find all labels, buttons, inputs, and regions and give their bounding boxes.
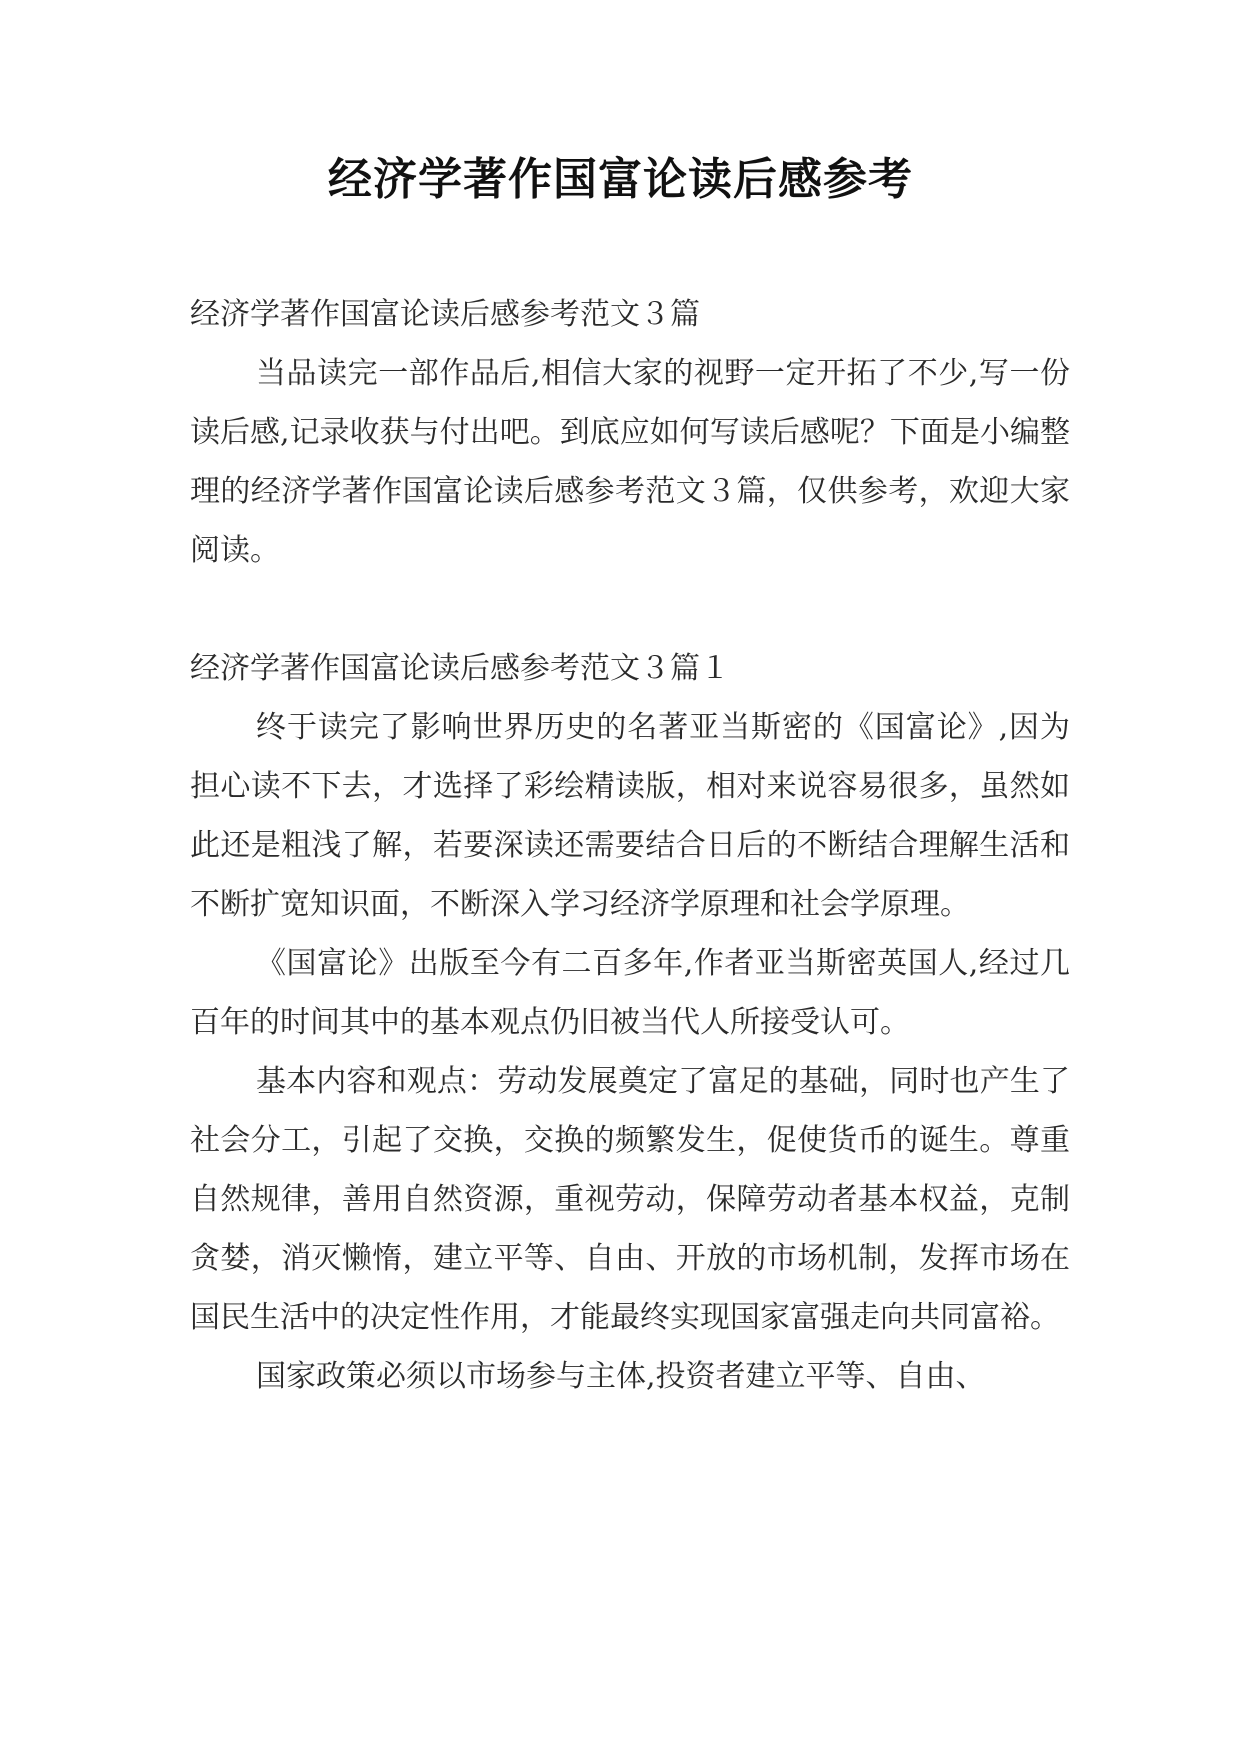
section-spacer bbox=[190, 580, 1070, 639]
section-1-paragraph: 终于读完了影响世界历史的名著亚当斯密的《国富论》,因为担心读不下去，才选择了彩绘精读版，相对来说容易很多，虽然如此还是粗浅了解，若要深读还需要结合日后的不断结合理解生活和不断扩宽知识面，不断深入学习经济学原理和社会学原理。 bbox=[190, 710, 1070, 922]
document-body bbox=[190, 285, 1070, 1406]
intro-paragraph: 当品读完一部作品后,相信大家的视野一定开拓了不少,写一份读后感,记录收获与付出吧。到底应如何写读后感呢？下面是小编整理的经济学著作国富论读后感参考范文３篇，仅供参考，欢迎大家阅读。 bbox=[190, 356, 1070, 568]
page-title: 经济学著作国富论读后感参考 bbox=[328, 154, 913, 205]
section-1-paragraph: 基本内容和观点：劳动发展奠定了富足的基础，同时也产生了社会分工，引起了交换，交换的频繁发生，促使货币的诞生。尊重自然规律，善用自然资源，重视劳动，保障劳动者基本权益，克制贪婪，消灭懒惰，建立平等、自由、开放的市场机制，发挥市场在国民生活中的决定性作用，才能最终实现国家富强走向共同富裕。 bbox=[190, 1064, 1070, 1335]
section-1-paragraph: 国家政策必须以市场参与主体,投资者建立平等、自由、 bbox=[256, 1359, 986, 1394]
section-1-paragraph: 《国富论》出版至今有二百多年,作者亚当斯密英国人,经过几百年的时间其中的基本观点仍旧被当代人所接受认可。 bbox=[190, 946, 1070, 1040]
intro-heading: 经济学著作国富论读后感参考范文３篇 bbox=[190, 297, 700, 332]
section-1-heading: 经济学著作国富论读后感参考范文３篇１ bbox=[190, 651, 730, 686]
